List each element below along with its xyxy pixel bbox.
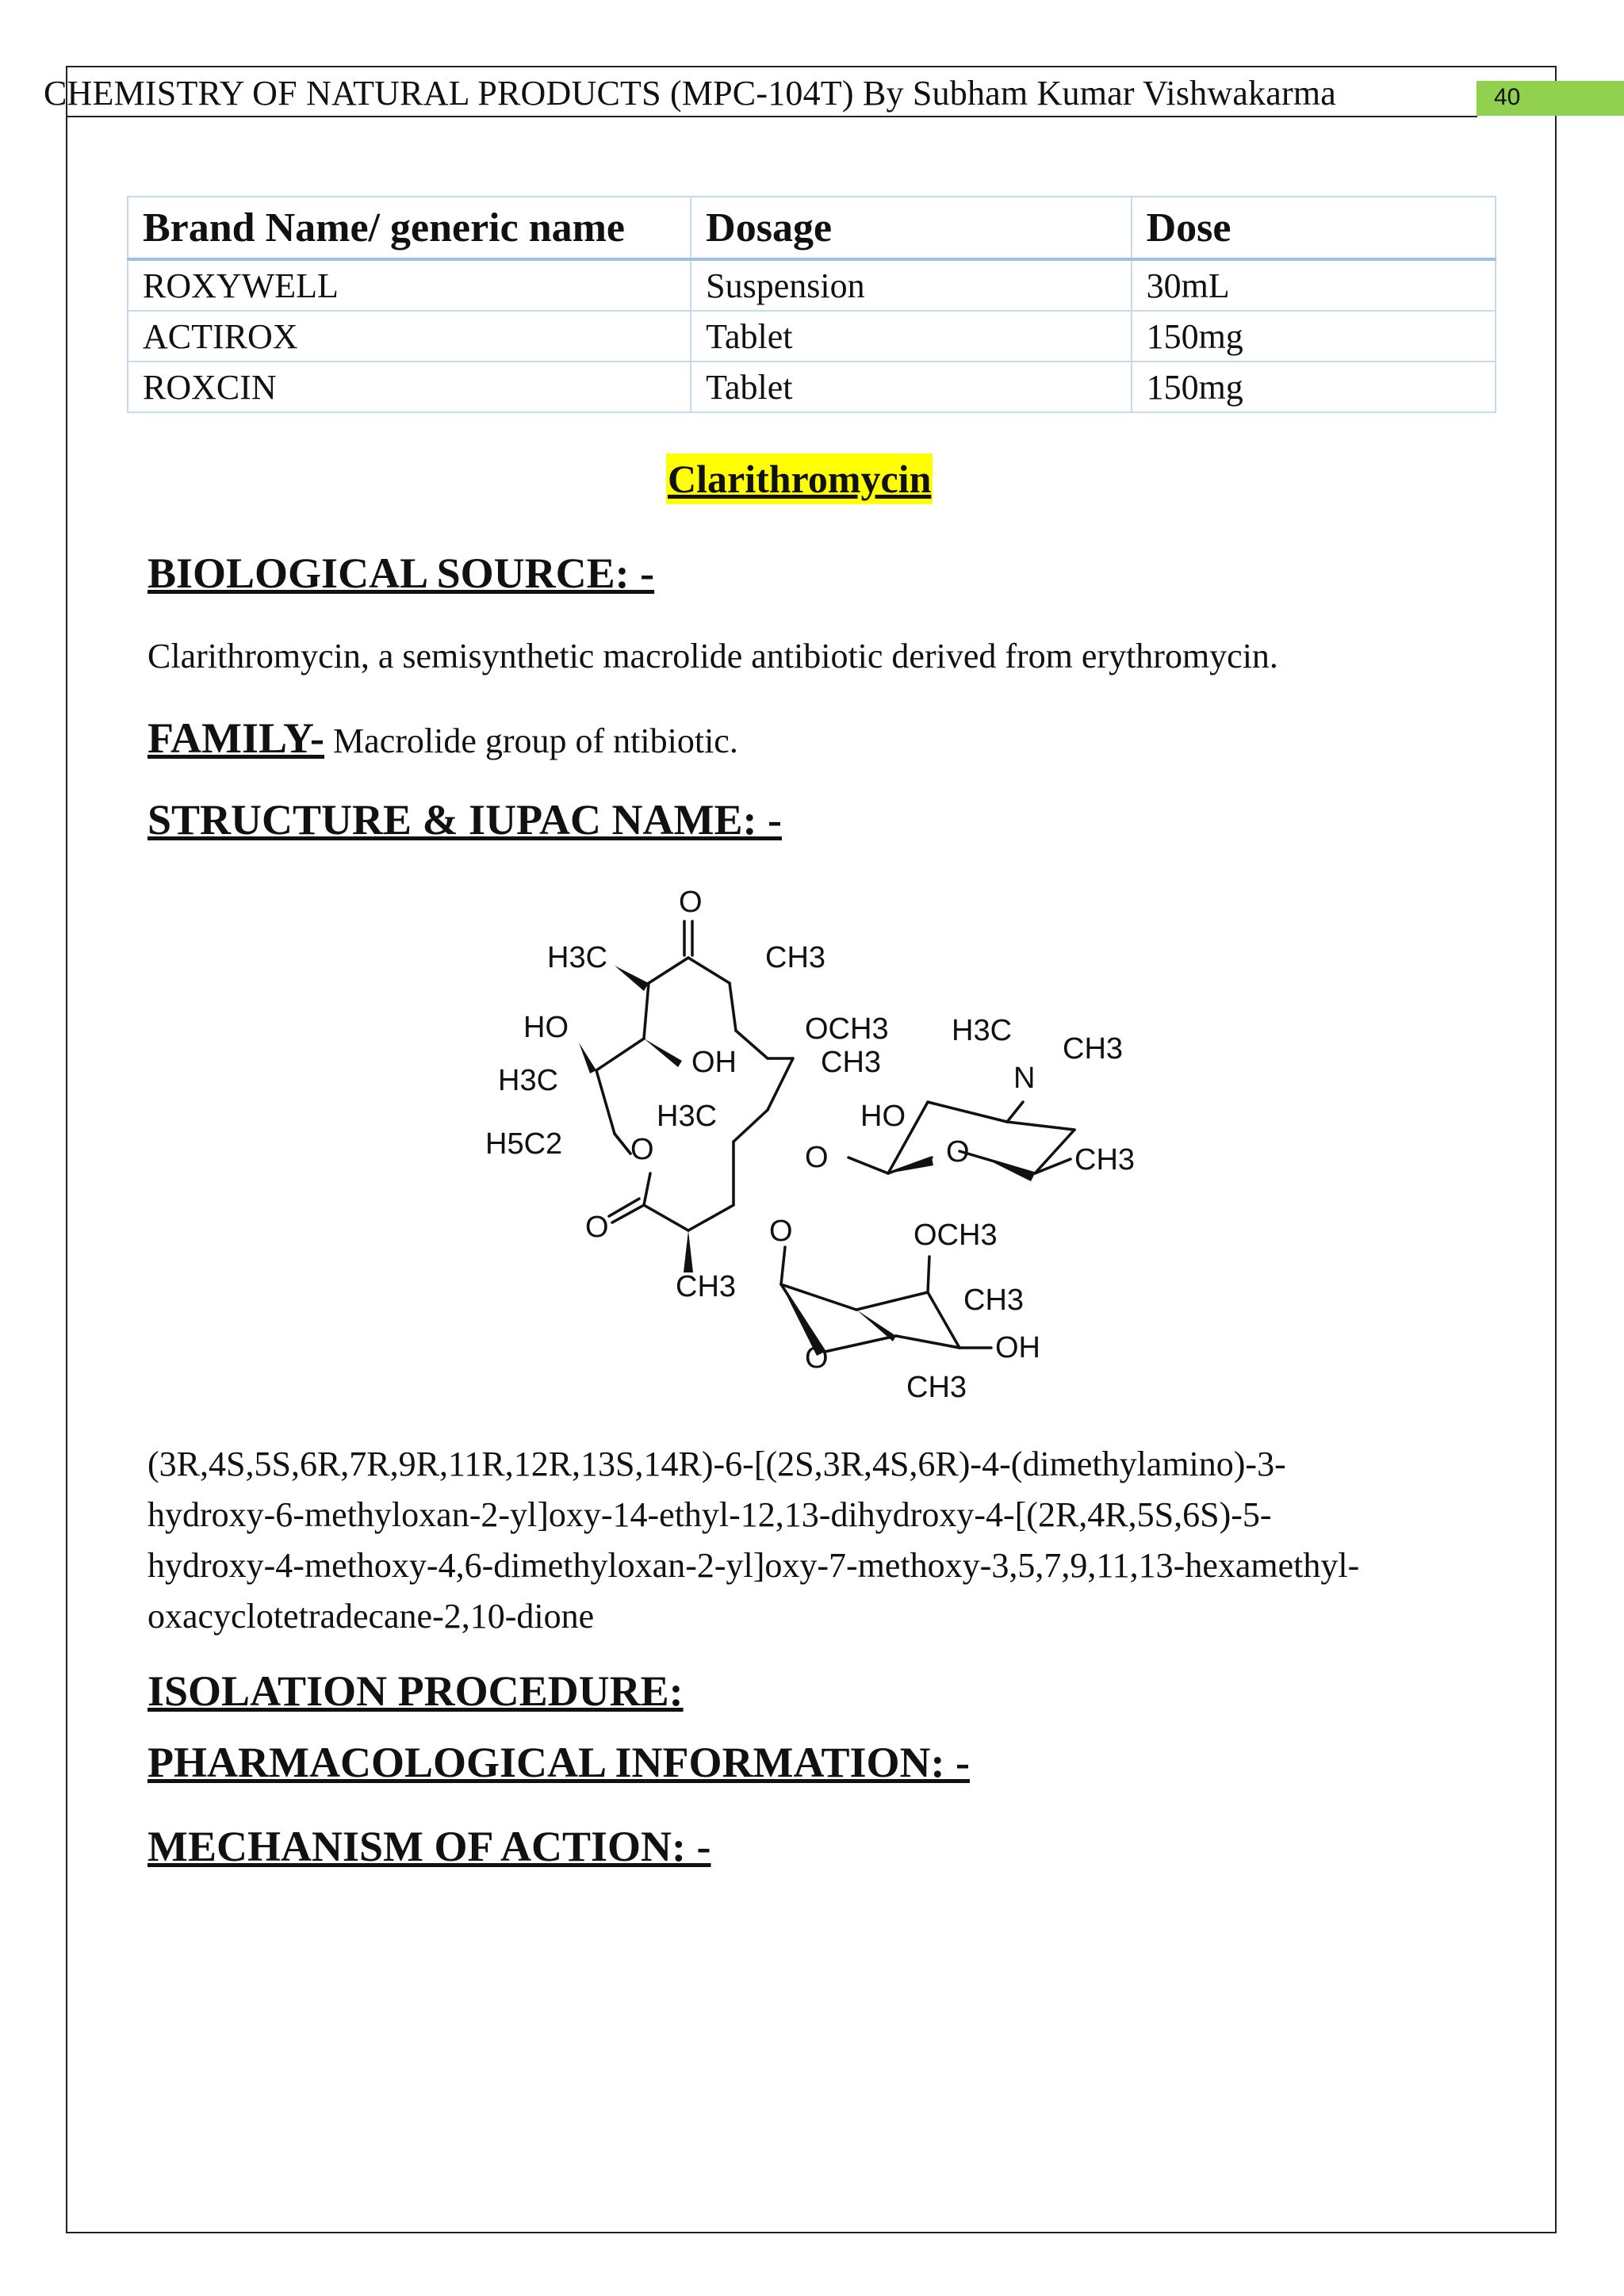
iupac-line: hydroxy-6-methyloxan-2-yl]oxy-14-ethyl-12,13-dihydroxy-4-[(2R,4R,5S,6S)-5- (147, 1495, 1272, 1534)
table-row (128, 362, 1496, 412)
page-number: 40 (1494, 84, 1521, 110)
table-header-brand: Brand Name/ generic name (128, 197, 691, 259)
structure-label: H3C (547, 941, 608, 974)
table-cell: ROXYWELL (128, 259, 691, 311)
structure-label: HO (523, 1011, 569, 1044)
table-cell: Tablet (691, 311, 1131, 362)
structure-label: HO (860, 1100, 906, 1133)
isolation-heading: ISOLATION PROCEDURE: (147, 1667, 684, 1715)
structure-label: OCH3 (914, 1219, 998, 1252)
page-number-badge (1477, 81, 1624, 116)
structure-label: O (805, 1341, 829, 1375)
structure-label: CH3 (765, 941, 826, 974)
structure-label: H3C (498, 1064, 559, 1097)
structure-label: OH (995, 1331, 1040, 1364)
table-cell: ROXCIN (128, 362, 691, 412)
drug-title: Clarithromycin (666, 453, 933, 504)
table-cell: Suspension (691, 259, 1131, 311)
header-title: CHEMISTRY OF NATURAL PRODUCTS (MPC-104T) By Subham Kumar Vishwakarma (44, 74, 1337, 113)
family-text: Macrolide group of ntibiotic. (324, 721, 738, 760)
biological-source-heading: BIOLOGICAL SOURCE: - (147, 549, 655, 597)
table-header-dose: Dose (1132, 197, 1496, 259)
table-cell: Tablet (691, 362, 1131, 412)
structure-label: O (585, 1211, 609, 1244)
clarithromycin-structure (476, 872, 1142, 1427)
structure-label: O (805, 1141, 829, 1174)
pharmacological-heading: PHARMACOLOGICAL INFORMATION: - (147, 1739, 970, 1786)
table-cell: 150mg (1132, 311, 1496, 362)
structure-label: CH3 (676, 1270, 737, 1303)
table-row (128, 259, 1496, 311)
table-cell: 150mg (1132, 362, 1496, 412)
structure-label: H5C2 (485, 1127, 563, 1161)
brand-dosage-table (127, 196, 1496, 413)
structure-label: H3C (952, 1014, 1013, 1047)
iupac-line: (3R,4S,5S,6R,7R,9R,11R,12R,13S,14R)-6-[(2S,3R,4S,6R)-4-(dimethylamino)-3- (147, 1445, 1286, 1483)
table-header-dosage: Dosage (691, 197, 1131, 259)
iupac-line: oxacyclotetradecane-2,10-dione (147, 1597, 595, 1636)
table-cell: ACTIROX (128, 311, 691, 362)
family-heading: FAMILY- (147, 714, 325, 762)
structure-label: CH3 (906, 1371, 967, 1404)
structure-label: N (1013, 1062, 1036, 1095)
structure-label: CH3 (963, 1284, 1025, 1317)
structure-heading: STRUCTURE & IUPAC NAME: - (147, 796, 782, 844)
family-line (147, 714, 738, 763)
structure-label: OCH3 (805, 1012, 889, 1046)
structure-label: O (946, 1135, 970, 1169)
header-divider (66, 116, 1477, 117)
structure-label: CH3 (1074, 1143, 1136, 1177)
structure-label: H3C (657, 1100, 718, 1133)
mechanism-heading: MECHANISM OF ACTION: - (147, 1823, 711, 1870)
biological-source-text: Clarithromycin, a semisynthetic macrolide antibiotic derived from erythromycin. (147, 637, 1278, 675)
structure-label: CH3 (821, 1046, 882, 1079)
iupac-line: hydroxy-4-methoxy-4,6-dimethyloxan-2-yl]oxy-7-methoxy-3,5,7,9,11,13-hexamethyl- (147, 1546, 1360, 1585)
table-header-row (128, 197, 1496, 259)
structure-label: O (679, 886, 703, 919)
table-cell: 30mL (1132, 259, 1496, 311)
structure-label: O (630, 1133, 654, 1166)
iupac-name (147, 1439, 1496, 1642)
structure-label: O (769, 1215, 793, 1248)
table-row (128, 311, 1496, 362)
structure-label: CH3 (1063, 1032, 1124, 1066)
structure-label: OH (691, 1046, 737, 1079)
